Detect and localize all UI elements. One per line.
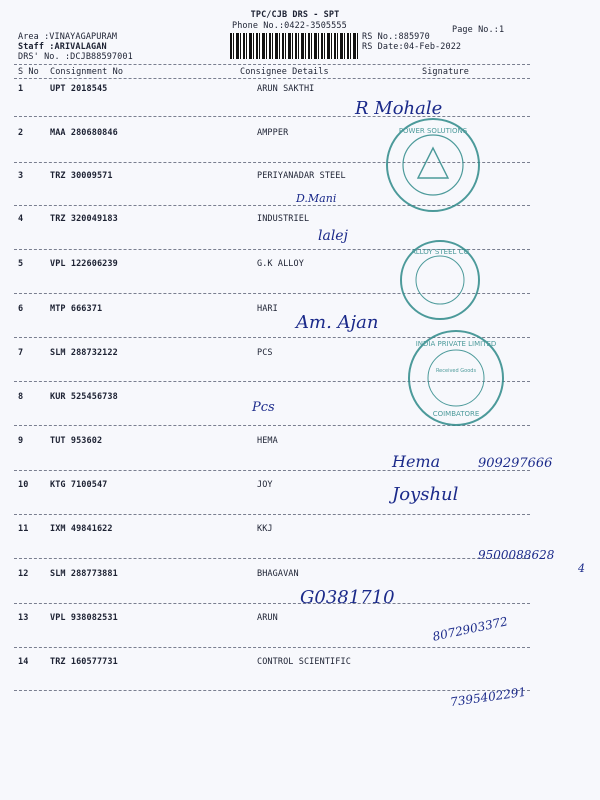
row-consignment: KTG 7100547 bbox=[50, 480, 108, 490]
column-header-consignment: Consignment No bbox=[50, 67, 124, 77]
handwritten-phone: 7395402291 bbox=[449, 684, 527, 710]
rs-date: RS Date:04-Feb-2022 bbox=[362, 42, 462, 52]
row-sno: 13 bbox=[18, 613, 29, 623]
row-consignee: ARUN SAKTHI bbox=[257, 84, 315, 94]
handwritten-signature: lalej bbox=[318, 228, 348, 244]
row-consignee: PERIYANADAR STEEL bbox=[257, 171, 346, 181]
row-consignee: BHAGAVAN bbox=[257, 569, 299, 579]
row-consignment: MAA 280680846 bbox=[50, 128, 118, 138]
row-consignee: CONTROL SCIENTIFIC bbox=[257, 657, 351, 667]
row-consignee: ARUN bbox=[257, 613, 278, 623]
row-divider bbox=[14, 558, 530, 559]
column-header-signature: Signature bbox=[422, 67, 469, 77]
handwritten-phone: 9500088628 bbox=[478, 548, 555, 562]
private-limited-stamp-seal bbox=[408, 330, 504, 426]
row-divider bbox=[14, 690, 530, 691]
row-consignment: TRZ 320049183 bbox=[50, 214, 118, 224]
header-divider bbox=[14, 64, 530, 65]
drs-number: DRS' No. :DCJB88597001 bbox=[18, 52, 133, 62]
phone-number: Phone No.:0422-3505555 bbox=[232, 21, 347, 31]
row-consignment: TUT 953602 bbox=[50, 436, 103, 446]
row-sno: 3 bbox=[18, 171, 24, 181]
document-title: TPC/CJB DRS - SPT bbox=[250, 10, 340, 20]
row-sno: 6 bbox=[18, 304, 24, 314]
handwritten-phone: 909297666 bbox=[478, 456, 553, 471]
row-consignee: INDUSTRIEL bbox=[257, 214, 310, 224]
row-sno: 14 bbox=[18, 657, 29, 667]
row-divider bbox=[14, 647, 530, 648]
row-sno: 9 bbox=[18, 436, 24, 446]
handwritten-signature: D.Mani bbox=[296, 192, 337, 205]
rs-number: RS No.:885970 bbox=[362, 32, 430, 42]
row-consignee: HARI bbox=[257, 304, 278, 314]
row-divider bbox=[14, 514, 530, 515]
company-stamp-seal bbox=[386, 118, 480, 212]
row-divider bbox=[14, 470, 530, 471]
row-sno: 4 bbox=[18, 214, 24, 224]
row-consignment: TRZ 160577731 bbox=[50, 657, 118, 667]
row-consignment: IXM 49841622 bbox=[50, 524, 113, 534]
column-header-consignee: Consignee Details bbox=[240, 67, 329, 77]
row-consignee: G.K ALLOY bbox=[257, 259, 304, 269]
barcode bbox=[230, 33, 358, 59]
area-label: Area :VINAYAGAPURAM bbox=[18, 32, 118, 42]
row-consignee: HEMA bbox=[257, 436, 278, 446]
row-consignee: PCS bbox=[257, 348, 273, 358]
handwritten-signature: G0381710 bbox=[300, 587, 395, 608]
row-sno: 7 bbox=[18, 348, 24, 358]
page-number: Page No.:1 bbox=[452, 25, 505, 35]
column-header-sno: S No bbox=[18, 67, 39, 77]
row-consignment: SLM 288773881 bbox=[50, 569, 118, 579]
staff-label: Staff :ARIVALAGAN bbox=[18, 42, 107, 52]
row-consignee: JOY bbox=[257, 480, 273, 490]
row-sno: 1 bbox=[18, 84, 24, 94]
handwritten-signature: R Mohale bbox=[355, 98, 443, 119]
column-header-divider bbox=[14, 78, 530, 79]
row-sno: 11 bbox=[18, 524, 29, 534]
row-consignment: KUR 525456738 bbox=[50, 392, 118, 402]
row-consignment: UPT 2018545 bbox=[50, 84, 108, 94]
row-sno: 5 bbox=[18, 259, 24, 269]
row-sno: 10 bbox=[18, 480, 29, 490]
stamp-text: POWER SOLUTIONS bbox=[398, 127, 468, 135]
handwritten-phone: 8072903372 bbox=[431, 614, 509, 644]
stamp-text: INDIA PRIVATE LIMITED bbox=[415, 340, 497, 348]
row-sno: 2 bbox=[18, 128, 24, 138]
row-consignment: VPL 938082531 bbox=[50, 613, 118, 623]
handwritten-signature: Pcs bbox=[252, 400, 275, 415]
row-consignment: MTP 666371 bbox=[50, 304, 103, 314]
row-consignee: KKJ bbox=[257, 524, 273, 534]
row-divider bbox=[14, 116, 530, 117]
stamp-bottom-text: COIMBATORE bbox=[432, 410, 480, 418]
handwritten-signature: Am. Ajan bbox=[296, 312, 379, 333]
row-consignment: TRZ 30009571 bbox=[50, 171, 113, 181]
row-divider bbox=[14, 603, 530, 604]
stamp-inner-text: Received Goods bbox=[435, 368, 477, 374]
handwritten-note: 4 bbox=[578, 562, 585, 575]
row-consignee: AMPPER bbox=[257, 128, 289, 138]
row-sno: 8 bbox=[18, 392, 24, 402]
alloy-stamp-seal bbox=[400, 240, 480, 320]
row-sno: 12 bbox=[18, 569, 29, 579]
row-consignment: SLM 288732122 bbox=[50, 348, 118, 358]
handwritten-signature: Joyshul bbox=[392, 484, 459, 505]
row-consignment: VPL 122606239 bbox=[50, 259, 118, 269]
handwritten-signature: Hema bbox=[392, 452, 441, 471]
stamp-text: ALLOY STEEL CO bbox=[410, 248, 470, 256]
